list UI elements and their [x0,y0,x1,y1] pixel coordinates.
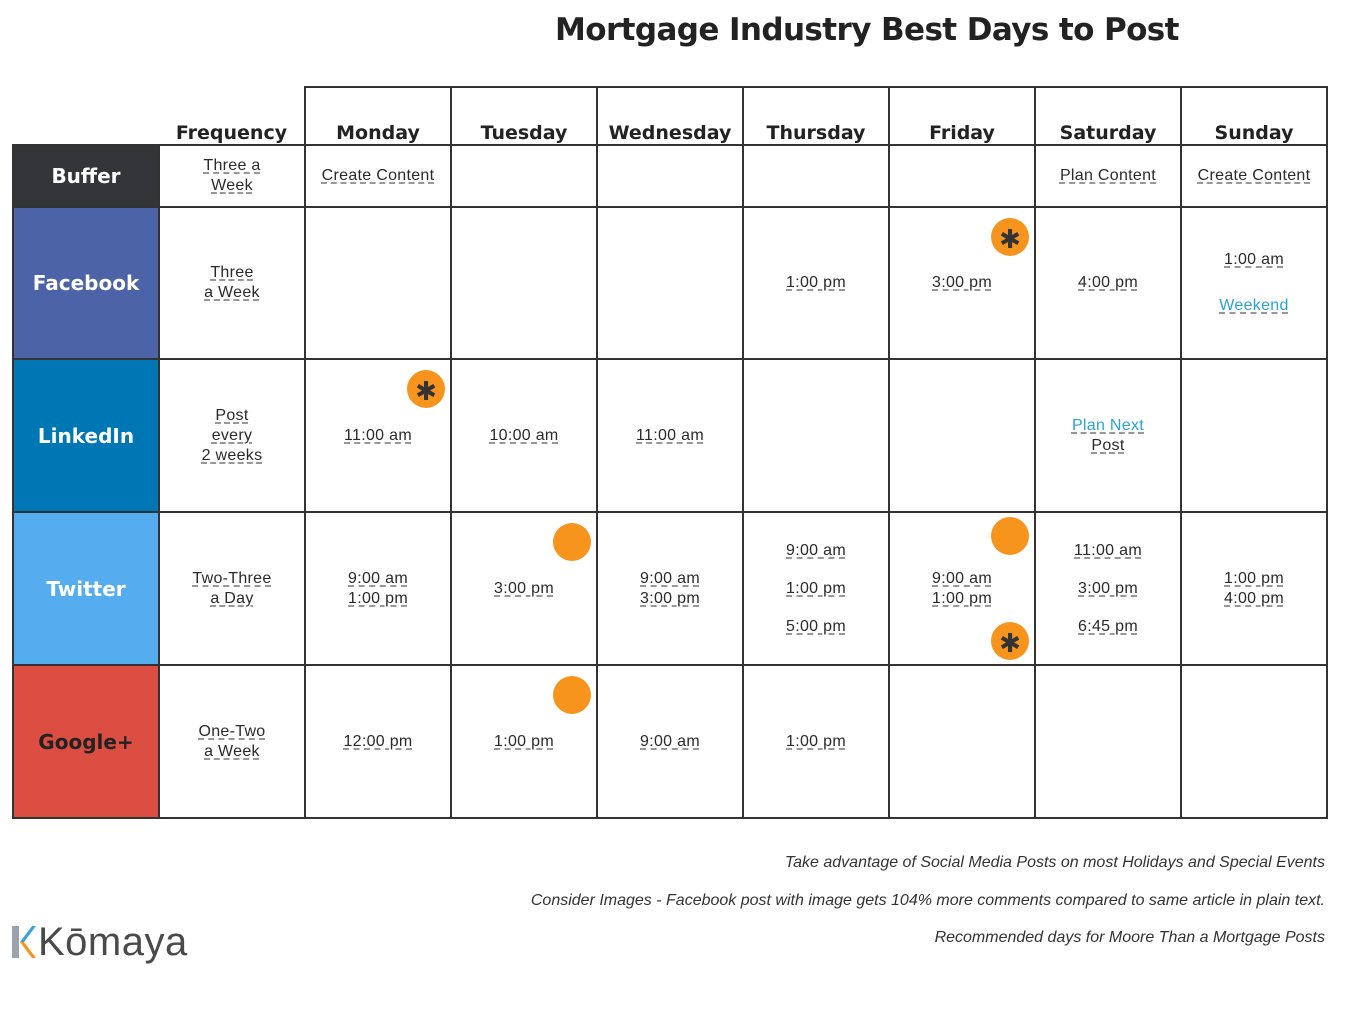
platform-facebook: Facebook [13,207,159,359]
googleplus-friday [889,665,1035,818]
buffer-tuesday [451,145,597,207]
recommended-star-icon: ✱ [991,622,1029,660]
twitter-saturday [1035,512,1181,665]
twitter-friday [889,512,1035,665]
facebook-monday [305,207,451,359]
schedule-entry: Create Content [321,167,435,184]
facebook-tuesday [451,207,597,359]
schedule-entry: 1:00 pm [786,732,846,750]
schedule-entry: 11:00 am [1074,541,1142,559]
schedule-entry: 1:00 pm [348,589,408,607]
linkedin-friday [889,359,1035,512]
schedule-entry: 10:00 am [489,426,559,444]
schedule-entry: 4:00 pm [1224,589,1284,607]
schedule-entry: 1:00 pm [786,579,846,597]
linkedin-thursday [743,359,889,512]
twitter-sunday [1181,512,1327,665]
frequency-line: 2 weeks [201,446,263,464]
komaya-wordmark: Kōmaya [38,919,188,964]
frequency-line: Two-Three [192,569,272,587]
schedule-entry: 11:00 am [344,426,412,444]
platform-linkedin: LinkedIn [13,359,159,512]
buffer-wednesday [597,145,743,207]
facebook-wednesday [597,207,743,359]
row-twitter [13,512,1327,665]
linkedin-frequency [159,359,305,512]
schedule-entry: 1:00 pm [932,589,992,607]
komaya-logo [12,918,188,966]
frequency-line: a Day [210,589,254,607]
frequency-line: every [211,426,253,444]
schedule-entry: Weekend [1219,297,1289,314]
frequency-line: Post [215,406,249,424]
googleplus-tuesday [451,665,597,818]
schedule-entry: 1:00 pm [1224,569,1284,587]
note-recommended: Recommended days for Moore Than a Mortgage Posts [934,929,1325,946]
posting-schedule-table [12,86,1328,819]
twitter-frequency [159,512,305,665]
schedule-entry: 3:00 pm [494,579,554,597]
schedule-entry: 9:00 am [640,569,700,587]
twitter-monday [305,512,451,665]
schedule-entry: 1:00 am [1224,251,1284,268]
googleplus-monday [305,665,451,818]
frequency-line: One-Two [198,722,266,740]
schedule-entry: 3:00 pm [1078,579,1138,597]
schedule-entry: 5:00 pm [786,617,846,635]
schedule-entry: Plan Content [1059,167,1157,184]
googleplus-wednesday [597,665,743,818]
header-row [13,87,1327,145]
recommended-star-icon: ✱ [407,370,445,408]
frequency-line: Three [210,264,254,281]
recommended-dot-icon [553,523,591,561]
buffer-frequency [159,145,305,207]
googleplus-frequency [159,665,305,818]
linkedin-sunday [1181,359,1327,512]
header-wednesday: Wednesday [597,87,743,145]
schedule-entry: 4:00 pm [1078,274,1138,291]
page-title: Mortgage Industry Best Days to Post [555,12,1179,48]
header-saturday: Saturday [1035,87,1181,145]
facebook-friday [889,207,1035,359]
schedule-entry: Post [1091,436,1125,454]
header-monday: Monday [305,87,451,145]
buffer-sunday [1181,145,1327,207]
buffer-thursday [743,145,889,207]
recommended-dot-icon [991,517,1029,555]
frequency-line: Three a [203,157,261,174]
header-sunday: Sunday [1181,87,1327,145]
googleplus-saturday [1035,665,1181,818]
schedule-entry: 9:00 am [786,541,846,559]
linkedin-saturday [1035,359,1181,512]
komaya-k-icon [12,922,36,962]
schedule-entry: Plan Next [1071,416,1145,434]
schedule-entry: 9:00 am [348,569,408,587]
facebook-sunday [1181,207,1327,359]
header-friday: Friday [889,87,1035,145]
header-frequency: Frequency [159,87,305,145]
buffer-friday [889,145,1035,207]
schedule-entry: 6:45 pm [1078,617,1138,635]
facebook-frequency [159,207,305,359]
schedule-entry: 3:00 pm [640,589,700,607]
platform-buffer: Buffer [13,145,159,207]
twitter-thursday [743,512,889,665]
schedule-entry: 12:00 pm [343,732,413,750]
note-holidays: Take advantage of Social Media Posts on most Holidays and Special Events [784,854,1325,871]
row-buffer [13,145,1327,207]
schedule-entry: Create Content [1197,167,1311,184]
twitter-wednesday [597,512,743,665]
recommended-dot-icon [553,676,591,714]
facebook-saturday [1035,207,1181,359]
row-linkedin [13,359,1327,512]
schedule-entry: 11:00 am [636,426,704,444]
schedule-entry: 9:00 am [932,569,992,587]
googleplus-sunday [1181,665,1327,818]
frequency-line: a Week [204,284,260,301]
facebook-thursday [743,207,889,359]
schedule-entry: 1:00 pm [494,732,554,750]
note-images: Consider Images - Facebook post with image gets 104% more comments compared to same article in plain text. [530,892,1325,909]
schedule-entry: 9:00 am [640,732,700,750]
schedule-entry: 1:00 pm [786,274,846,291]
row-googleplus [13,665,1327,818]
frequency-line: a Week [204,742,260,760]
twitter-tuesday [451,512,597,665]
corner-cell [13,87,159,145]
linkedin-monday [305,359,451,512]
platform-twitter: Twitter [13,512,159,665]
header-thursday: Thursday [743,87,889,145]
googleplus-thursday [743,665,889,818]
schedule-entry: 3:00 pm [932,274,992,291]
linkedin-wednesday [597,359,743,512]
row-facebook [13,207,1327,359]
platform-googleplus: Google+ [13,665,159,818]
recommended-star-icon: ✱ [991,218,1029,256]
frequency-line: Week [211,177,253,194]
buffer-monday [305,145,451,207]
header-tuesday: Tuesday [451,87,597,145]
linkedin-tuesday [451,359,597,512]
buffer-saturday [1035,145,1181,207]
